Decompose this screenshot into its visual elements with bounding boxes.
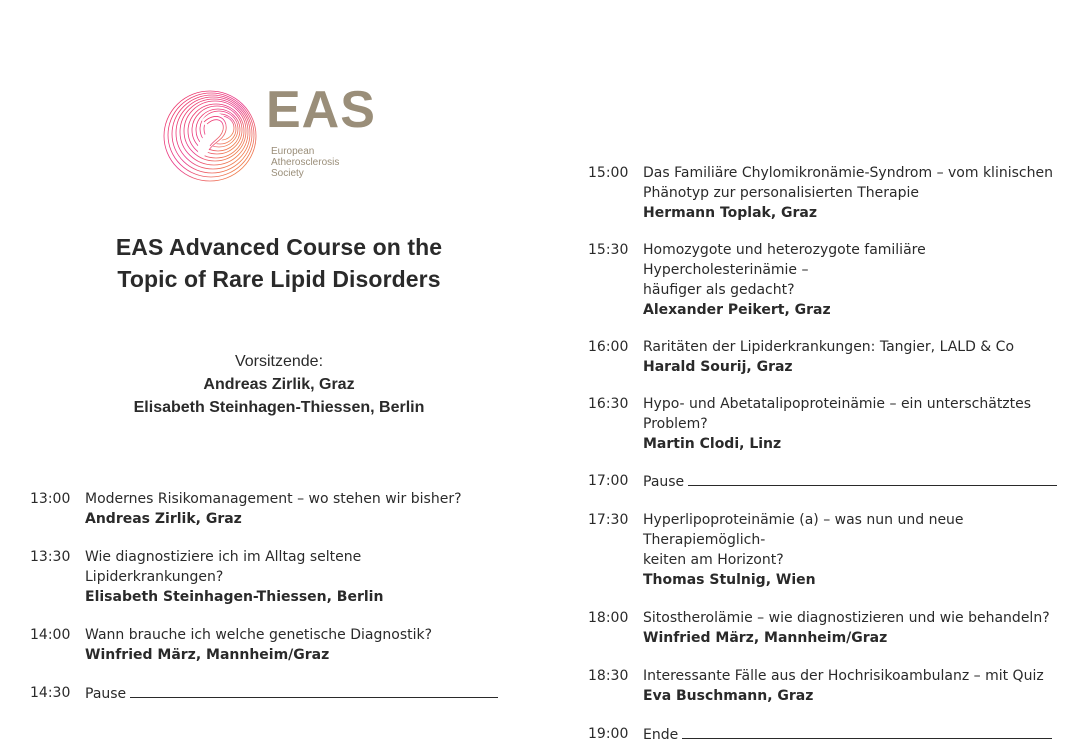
logo-name-line: Atherosclerosis — [271, 157, 340, 168]
talk-title: Wie diagnostiziere ich im Alltag seltene Lipiderkrankungen? — [85, 549, 362, 585]
pause-rule — [688, 471, 1057, 486]
talk-title: Sitostherolämie – wie diagnostizieren und wie behandeln? — [643, 610, 1050, 626]
agenda-end-item — [588, 724, 1052, 745]
talk-title-continued: Phänotyp zur personalisierten Therapie — [643, 185, 919, 201]
agenda-time: 15:30 — [588, 242, 629, 258]
speaker-name: Thomas Stulnig, Wien — [643, 572, 816, 588]
logo-name-line: European — [271, 146, 315, 157]
logo-name-line: Society — [271, 168, 304, 179]
agenda-time: 15:00 — [588, 165, 629, 181]
agenda-item — [30, 547, 500, 607]
agenda-time: 13:00 — [30, 491, 71, 507]
course-title-line: Topic of Rare Lipid Disorders — [117, 266, 441, 292]
speaker-name: Alexander Peikert, Graz — [643, 302, 831, 318]
agenda-item — [588, 337, 1058, 377]
agenda-item — [588, 666, 1058, 706]
eas-swirl-emblem — [160, 86, 264, 190]
agenda-pause-item — [588, 471, 1057, 492]
agenda-item — [588, 163, 1058, 223]
pause-label: Pause — [85, 686, 127, 702]
agenda-time: 18:00 — [588, 610, 629, 626]
agenda-time: 18:30 — [588, 668, 629, 684]
end-rule — [682, 724, 1052, 739]
agenda-time: 13:30 — [30, 549, 71, 565]
chair-name: Andreas Zirlik, Graz — [203, 376, 355, 393]
speaker-name: Winfried März, Mannheim/Graz — [85, 647, 330, 663]
agenda-time: 19:00 — [588, 726, 629, 742]
end-label: Ende — [643, 727, 679, 743]
speaker-name: Martin Clodi, Linz — [643, 436, 782, 452]
talk-title: Raritäten der Lipiderkrankungen: Tangier, LALD & Co — [643, 339, 1015, 355]
speaker-name: Harald Sourij, Graz — [643, 359, 793, 375]
pause-rule — [130, 683, 498, 698]
talk-title-continued: keiten am Horizont? — [643, 552, 784, 568]
agenda-time: 17:30 — [588, 512, 629, 528]
agenda-right-column — [588, 163, 1058, 745]
eas-logo — [160, 81, 376, 190]
pause-label: Pause — [643, 474, 685, 490]
course-title — [80, 231, 478, 295]
agenda-time: 17:00 — [588, 473, 629, 489]
speaker-name: Hermann Toplak, Graz — [643, 205, 818, 221]
agenda-pause-item — [30, 683, 498, 704]
agenda-time: 14:00 — [30, 627, 71, 643]
speaker-name: Elisabeth Steinhagen-Thiessen, Berlin — [85, 589, 384, 605]
agenda-item — [30, 625, 500, 665]
speaker-name: Winfried März, Mannheim/Graz — [643, 630, 888, 646]
speaker-name: Andreas Zirlik, Graz — [85, 511, 242, 527]
chairs-block — [80, 350, 478, 419]
talk-title: Hyperlipoproteinämie (a) – was nun und neue Therapiemöglich- — [643, 512, 964, 548]
agenda-item — [588, 510, 1058, 590]
chair-name: Elisabeth Steinhagen-Thiessen, Berlin — [133, 399, 425, 416]
talk-title: Homozygote und heterozygote familiäre Hypercholesterinämie – — [643, 242, 926, 278]
course-title-line: EAS Advanced Course on the — [115, 234, 443, 260]
logo-society-name — [271, 146, 339, 179]
talk-title: Das Familiäre Chylomikronämie-Syndrom – vom klinischen — [643, 165, 1053, 181]
talk-title: Interessante Fälle aus der Hochrisikoambulanz – mit Quiz — [643, 668, 1044, 684]
talk-title: Hypo- und Abetatalipoproteinämie – ein unterschätztes Problem? — [643, 396, 1032, 432]
agenda-item — [30, 489, 500, 529]
agenda-time: 16:30 — [588, 396, 629, 412]
agenda-item — [588, 608, 1058, 648]
agenda-time: 14:30 — [30, 685, 71, 701]
talk-title-continued: häufiger als gedacht? — [643, 282, 795, 298]
agenda-time: 16:00 — [588, 339, 629, 355]
speaker-name: Eva Buschmann, Graz — [643, 688, 814, 704]
chairs-label: Vorsitzende: — [234, 353, 324, 370]
logo-abbreviation: EAS — [266, 81, 376, 139]
talk-title: Wann brauche ich welche genetische Diagnostik? — [85, 627, 433, 643]
agenda-item — [588, 240, 1058, 320]
agenda-item — [588, 394, 1058, 454]
agenda-left-column — [30, 489, 500, 704]
talk-title: Modernes Risikomanagement – wo stehen wir bisher? — [85, 491, 462, 507]
